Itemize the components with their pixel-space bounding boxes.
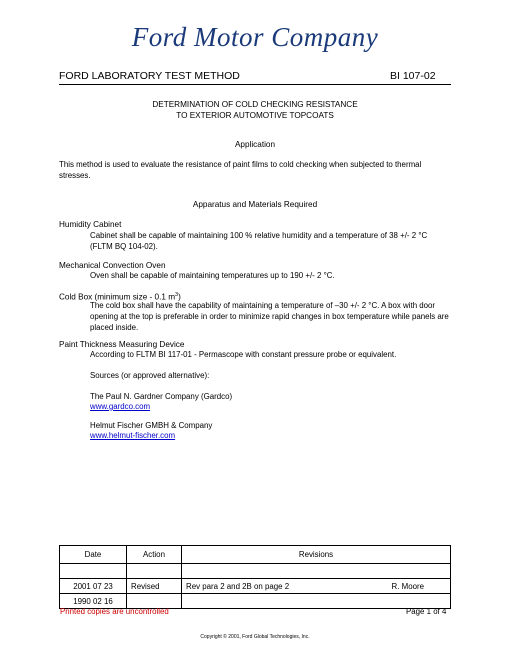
ford-logo: Ford Motor Company xyxy=(131,22,379,52)
source-2-link[interactable]: www.helmut-fischer.com xyxy=(90,431,176,440)
source-2-name: Helmut Fischer GMBH & Company xyxy=(90,421,213,430)
cold-box-title-text: Cold Box (minimum size - 0.1 m xyxy=(59,292,176,302)
cold-box-title-close: ) xyxy=(178,292,181,302)
cold-box-superscript: 3 xyxy=(175,292,179,298)
table-cell xyxy=(182,564,451,579)
humidity-cabinet-title: Humidity Cabinet xyxy=(59,220,122,229)
header-date: Date xyxy=(60,546,127,564)
document-type: FORD LABORATORY TEST METHOD xyxy=(59,70,240,82)
copyright: Copyright © 2001, Ford Global Technologies, Inc. xyxy=(200,634,310,640)
apparatus-heading: Apparatus and Materials Required xyxy=(192,200,318,209)
oven-title: Mechanical Convection Oven xyxy=(59,261,166,270)
source-1-link[interactable]: www.gardco.com xyxy=(90,402,151,411)
oven-text: Oven shall be capable of maintaining temperatures up to 190 +/- 2 °C. xyxy=(90,271,335,280)
application-heading: Application xyxy=(234,140,276,149)
row-2-date: 1990 02 16 xyxy=(60,594,127,609)
source-1-name: The Paul N. Gardner Company (Gardco) xyxy=(90,392,233,401)
row-1-revision xyxy=(182,579,451,594)
uncontrolled-notice: Printed copies are uncontrolled xyxy=(60,607,169,616)
table-row xyxy=(60,579,451,594)
humidity-cabinet-text: Cabinet shall be capable of maintaining 100 % relative humidity and a temperature of 38 +/- 2 °C (FLTM BQ 104-02). xyxy=(90,231,428,251)
thickness-device-title: Paint Thickness Measuring Device xyxy=(59,340,185,349)
thickness-device-text: According to FLTM BI 117-01 - Permascope with constant pressure probe or equivalent. xyxy=(90,350,397,359)
row-1-description: Rev para 2 and 2B on page 2 xyxy=(186,581,290,591)
sources-label: Sources (or approved alternative): xyxy=(90,371,210,380)
table-row-spacer xyxy=(60,564,451,579)
source-1-link-wrap xyxy=(90,401,451,412)
source-2-link-wrap xyxy=(90,430,451,441)
application-text: This method is used to evaluate the resistance of paint films to cold checking when subjected to thermal stresses. xyxy=(59,160,422,180)
header-action: Action xyxy=(127,546,182,564)
cold-box-text: The cold box shall have the capability of maintaining a temperature of –30 +/- 2 °C. A box with door opening at the top is preferable in order to minimize rapid changes in box temperature while panels are placed inside. xyxy=(90,301,449,332)
revisions-table xyxy=(59,545,451,609)
row-1-action: Revised xyxy=(127,579,182,594)
table-header-row xyxy=(60,546,451,564)
header-rule xyxy=(59,84,451,85)
row-1-author: R. Moore xyxy=(391,581,424,591)
page-number: Page 1 of 4 xyxy=(406,607,447,616)
header-revisions: Revisions xyxy=(182,546,451,564)
table-cell xyxy=(60,564,127,579)
title-line-2: TO EXTERIOR AUTOMOTIVE TOPCOATS xyxy=(176,111,334,120)
document-number: BI 107-02 xyxy=(390,70,436,82)
row-1-date: 2001 07 23 xyxy=(60,579,127,594)
title-line-1: DETERMINATION OF COLD CHECKING RESISTANCE xyxy=(152,100,358,109)
table-cell xyxy=(127,564,182,579)
